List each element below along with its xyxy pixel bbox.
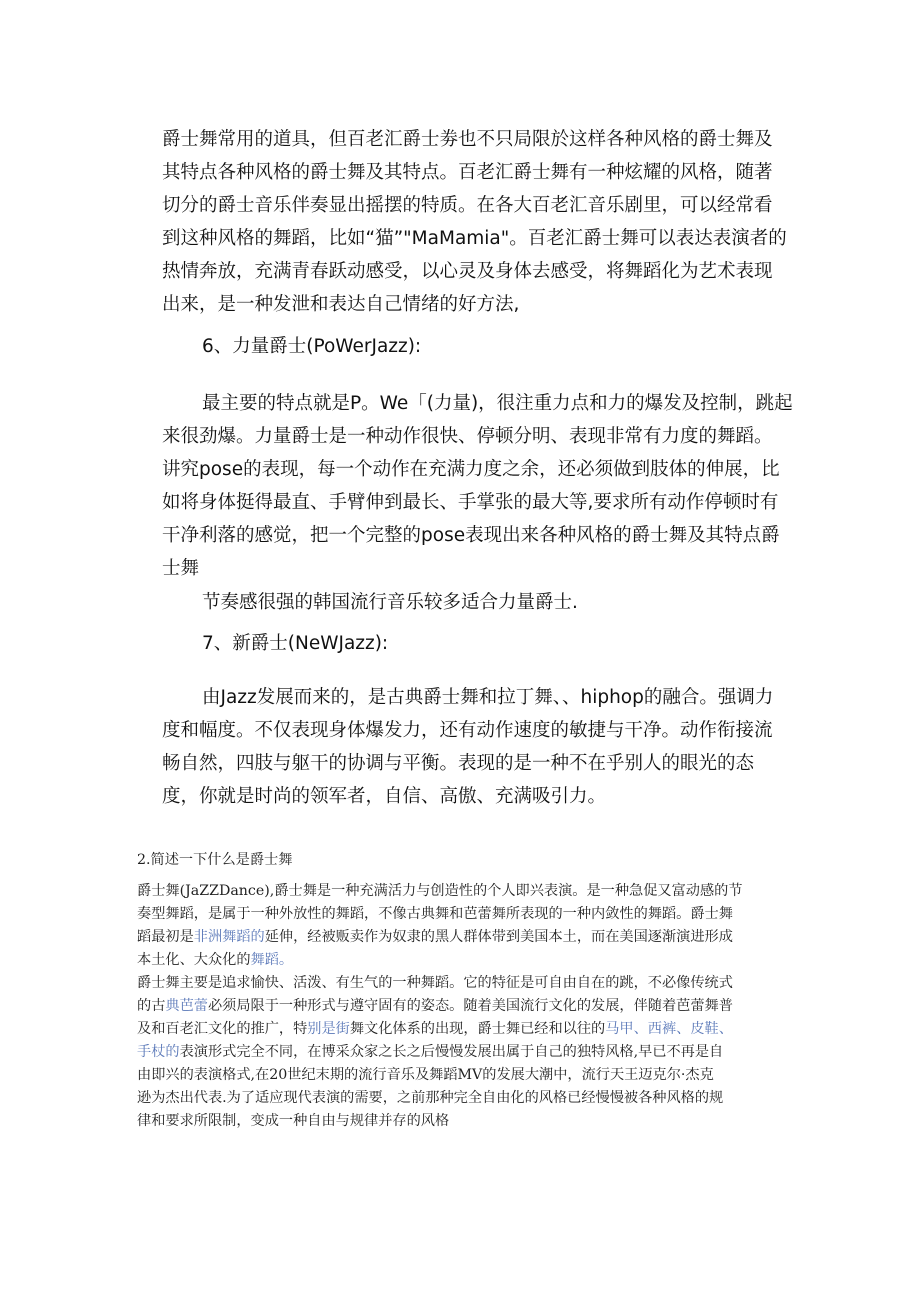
paragraph-line: 最主要的特点就是P。We「(力量)，很注重力点和力的爆发及控制，跳起 <box>202 393 793 414</box>
paragraph-line <box>137 1042 723 1062</box>
paragraph-line: 讲究pose的表现，每一个动作在充满力度之余，还必须做到肢体的伸展，比 <box>162 459 780 480</box>
hyperlink[interactable]: 典芭蕾 <box>165 998 208 1014</box>
paragraph-line <box>137 1019 733 1039</box>
paragraph-line: 由即兴的表演格式,在20世纪末期的流行音乐及舞蹈MV的发展大潮中，流行天王迈克尔·杰克 <box>137 1067 714 1083</box>
section-heading: 7、新爵士(NeWJazz): <box>202 633 389 654</box>
text-run: 的古 <box>137 998 166 1014</box>
section-heading: 2.简述一下什么是爵士舞 <box>137 852 293 868</box>
section-heading: 6、力量爵士(PoWerJazz): <box>202 336 422 357</box>
paragraph-line: 爵士舞常用的道具，但百老汇爵士劵也不只局限於这样各种风格的爵士舞及 <box>162 129 773 150</box>
text-run: 表演形式完全不同，在博采众家之长之后慢慢发展出属于自己的独特风格,早已不再是自 <box>179 1044 724 1060</box>
hyperlink[interactable]: 别是街 <box>307 1021 350 1037</box>
paragraph-line: 由Jazz发展而来的，是古典爵士舞和拉丁舞、、hiphop的融合。强调力 <box>202 687 774 708</box>
paragraph-line <box>137 927 733 947</box>
paragraph-line: 爵士舞(JaZZDance),爵士舞是一种充满活力与创造性的个人即兴表演。是一种急促又富动感的节 <box>137 883 743 899</box>
paragraph-line: 到这种风格的舞蹈，比如“猫”"MaMamia"。百老汇爵士舞可以表达表演者的 <box>162 228 787 249</box>
paragraph-line: 度，你就是时尚的领军者，自信、高傲、充满吸引力。 <box>162 786 607 807</box>
paragraph-line: 畅自然，四肢与躯干的协调与平衡。表现的是一种不在乎别人的眼光的态 <box>162 753 755 774</box>
paragraph-line: 逊为杰出代表.为了适应现代表演的需要，之前那种完全自由化的风格已经慢慢被各种风格的规 <box>137 1090 724 1106</box>
paragraph-line: 士舞 <box>162 558 200 579</box>
text-run: 延伸，经被贩卖作为奴隶的黑人群体带到美国本土，而在美国逐渐演进形成 <box>264 929 733 945</box>
paragraph-line: 爵士舞主要是追求愉快、活泼、有生气的一种舞蹈。它的特征是可自由自在的跳，不必像传统式 <box>137 975 733 991</box>
hyperlink[interactable]: 舞蹈。 <box>250 952 294 968</box>
paragraph-line: 如将身体挺得最直、手臂伸到最长、手掌张的最大等,要求所有动作停顿时有 <box>162 492 779 513</box>
hyperlink[interactable]: 非洲舞蹈的 <box>193 929 265 945</box>
paragraph-line <box>137 996 733 1016</box>
text-run: 及和百老汇文化的推广，特 <box>137 1021 308 1037</box>
hyperlink[interactable]: 马甲、西裤、皮鞋、 <box>605 1021 733 1037</box>
paragraph-line: 热情奔放，充满青春跃动感受，以心灵及身体去感受，将舞蹈化为艺术表现 <box>162 261 773 282</box>
paragraph-line: 律和要求所限制，变成一种自由与规律并存的风格 <box>137 1113 450 1129</box>
paragraph-line: 节奏感很强的韩国流行音乐较多适合力量爵士. <box>202 592 578 613</box>
hyperlink[interactable]: 手杖的 <box>137 1044 180 1060</box>
paragraph-line: 其特点各种风格的爵士舞及其特点。百老汇爵士舞有一种炫耀的风格，随著 <box>162 162 773 183</box>
paragraph-line: 来很劲爆。力量爵士是一种动作很快、停顿分明、表现非常有力度的舞蹈。 <box>162 426 773 447</box>
text-run: 本土化、大众化的 <box>137 952 251 968</box>
text-run: 必须局限于一种形式与遵守固有的姿态。随着美国流行文化的发展，伴随着芭蕾舞普 <box>207 998 733 1014</box>
paragraph-line <box>137 950 293 970</box>
paragraph-line: 干净利落的感觉，把一个完整的pose表现出来各种风格的爵士舞及其特点爵 <box>162 525 780 546</box>
paragraph-line: 切分的爵士音乐伴奏显出摇摆的特质。在各大百老汇音乐剧里，可以经常看 <box>162 195 773 216</box>
paragraph-line: 奏型舞蹈，是属于一种外放性的舞蹈，不像古典舞和芭蕾舞所表现的一种内敛性的舞蹈。爵士舞 <box>137 906 733 922</box>
paragraph-line: 度和幅度。不仅表现身体爆发力，还有动作速度的敏捷与干净。动作衔接流 <box>162 720 773 741</box>
text-run: 蹈最初是 <box>137 929 194 945</box>
paragraph-line: 出来，是一种发泄和表达自己情绪的好方法, <box>162 294 520 315</box>
text-run: 舞文化体系的出现，爵士舞已经和以往的 <box>349 1021 606 1037</box>
